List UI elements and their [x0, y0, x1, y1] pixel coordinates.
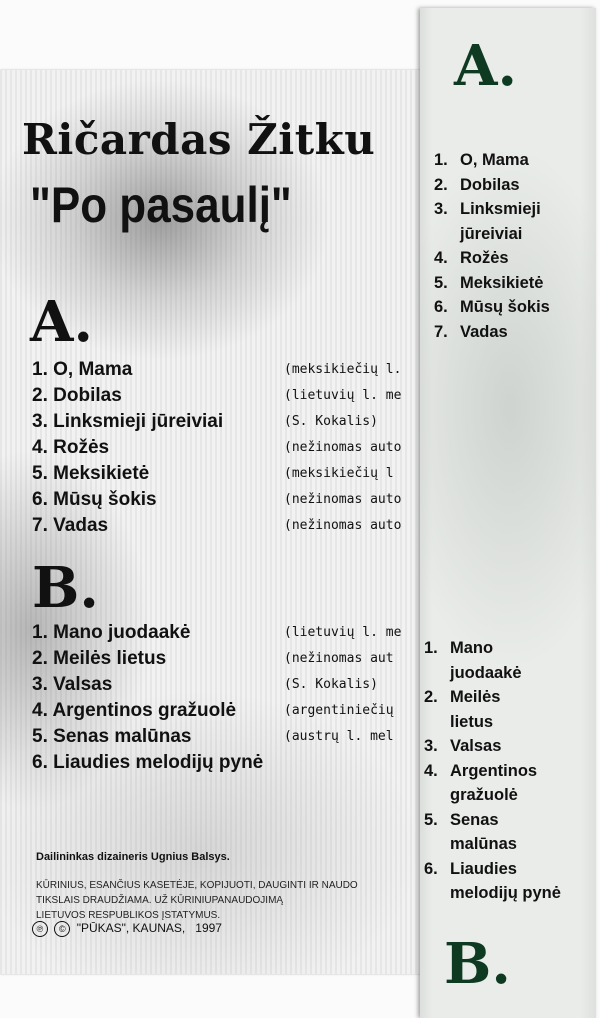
side-a-tracklist — [32, 359, 430, 541]
track-credit: (S. Kokalis) — [284, 677, 378, 692]
track-row — [32, 385, 430, 411]
list-item: 1. Mano juodaakė — [424, 639, 522, 682]
track-credit: (nežinomas auto — [284, 440, 402, 455]
list-item: 2. Meilės lietus — [424, 688, 501, 731]
list-item: 5. Meksikietė — [434, 273, 544, 292]
side-a-label: A. — [30, 289, 93, 355]
track-credit: (lietuvių l. me — [284, 388, 402, 403]
list-item: 7. Vadas — [434, 322, 508, 341]
track-row — [32, 726, 430, 752]
track-title: 1. O, Mama — [32, 359, 133, 380]
track-row — [32, 752, 430, 778]
track-credit: (austrų l. mel — [284, 729, 394, 744]
track-credit: (nežinomas aut — [284, 651, 394, 666]
side-b-tracklist — [32, 622, 430, 778]
track-title: 7. Vadas — [32, 515, 109, 536]
track-row — [32, 437, 430, 463]
track-title: 5. Meksikietė — [32, 463, 150, 484]
track-row — [32, 622, 430, 648]
track-row — [32, 489, 430, 515]
publisher-line — [32, 921, 222, 937]
track-credit: (nežinomas auto — [284, 518, 402, 533]
track-title: 5. Senas malūnas — [32, 726, 192, 747]
list-item: 5. Senas malūnas — [424, 810, 517, 853]
legal-line: KŪRINIUS, ESANČIUS KASETĖJE, KOPIJUOTI, DAUGINTI IR NAUDO — [36, 880, 358, 891]
legal-line: TIKSLAIS DRAUDŽIAMA. UŽ KŪRINIUPANAUDOJIMĄ — [36, 895, 284, 906]
track-title: 6. Liaudies melodijų pynė — [32, 752, 264, 773]
track-row — [32, 674, 430, 700]
release-year: 1997 — [195, 921, 222, 936]
track-title: 2. Meilės lietus — [32, 648, 167, 669]
track-credit: (argentiniečių — [284, 703, 394, 718]
spine-side-b-label: B. — [444, 931, 511, 997]
spine-side-b-tracklist — [424, 636, 561, 906]
track-row — [32, 700, 430, 726]
track-title: 4. Argentinos gražuolė — [32, 700, 237, 721]
list-item: 6. Liaudies melodijų pynė — [424, 859, 561, 902]
side-b-label: B. — [32, 555, 99, 621]
legal-line: LIETUVOS RESPUBLIKOS ĮSTATYMUS. — [36, 910, 221, 921]
list-item: 4. Rožės — [434, 249, 509, 267]
spine-side-a-tracklist — [434, 148, 550, 344]
track-title: 1. Mano juodaakė — [32, 622, 191, 643]
track-credit: (meksikiečių l — [284, 466, 394, 481]
track-row — [32, 648, 430, 674]
insert-card — [0, 70, 430, 974]
spine-side-a-label: A. — [454, 33, 517, 99]
spine-strip — [420, 8, 596, 1018]
track-credit: (meksikiečių l. — [284, 362, 402, 377]
track-credit: (nežinomas auto — [284, 492, 402, 507]
album-title: "Po pasaulį" — [30, 177, 292, 233]
list-item: 1. O, Mama — [434, 151, 529, 169]
artist-name: Ričardas Žitku — [22, 115, 376, 164]
list-item: 6. Mūsų šokis — [434, 298, 550, 316]
list-item: 3. Linksmieji jūreiviai — [434, 200, 541, 243]
list-item: 2. Dobilas — [434, 175, 520, 194]
track-title: 6. Mūsų šokis — [32, 489, 157, 510]
phonogram-icon: ℗ — [32, 921, 48, 937]
track-title: 3. Valsas — [32, 674, 113, 695]
track-credit: (lietuvių l. me — [284, 625, 402, 640]
track-row — [32, 411, 430, 437]
copyright-icon: © — [54, 921, 70, 937]
track-title: 3. Linksmieji jūreiviai — [32, 411, 224, 432]
designer-credit: Dailininkas dizaineris Ugnius Balsys. — [36, 851, 230, 863]
list-item: 3. Valsas — [424, 737, 502, 755]
copyright-notice — [36, 878, 436, 923]
list-item: 4. Argentinos gražuolė — [424, 761, 538, 804]
track-row — [32, 359, 430, 385]
track-row — [32, 463, 430, 489]
track-title: 4. Rožės — [32, 437, 110, 458]
track-row — [32, 515, 430, 541]
publisher-name: "PŪKAS", KAUNAS, — [76, 921, 186, 936]
track-credit: (S. Kokalis) — [284, 414, 378, 429]
track-title: 2. Dobilas — [32, 385, 122, 406]
